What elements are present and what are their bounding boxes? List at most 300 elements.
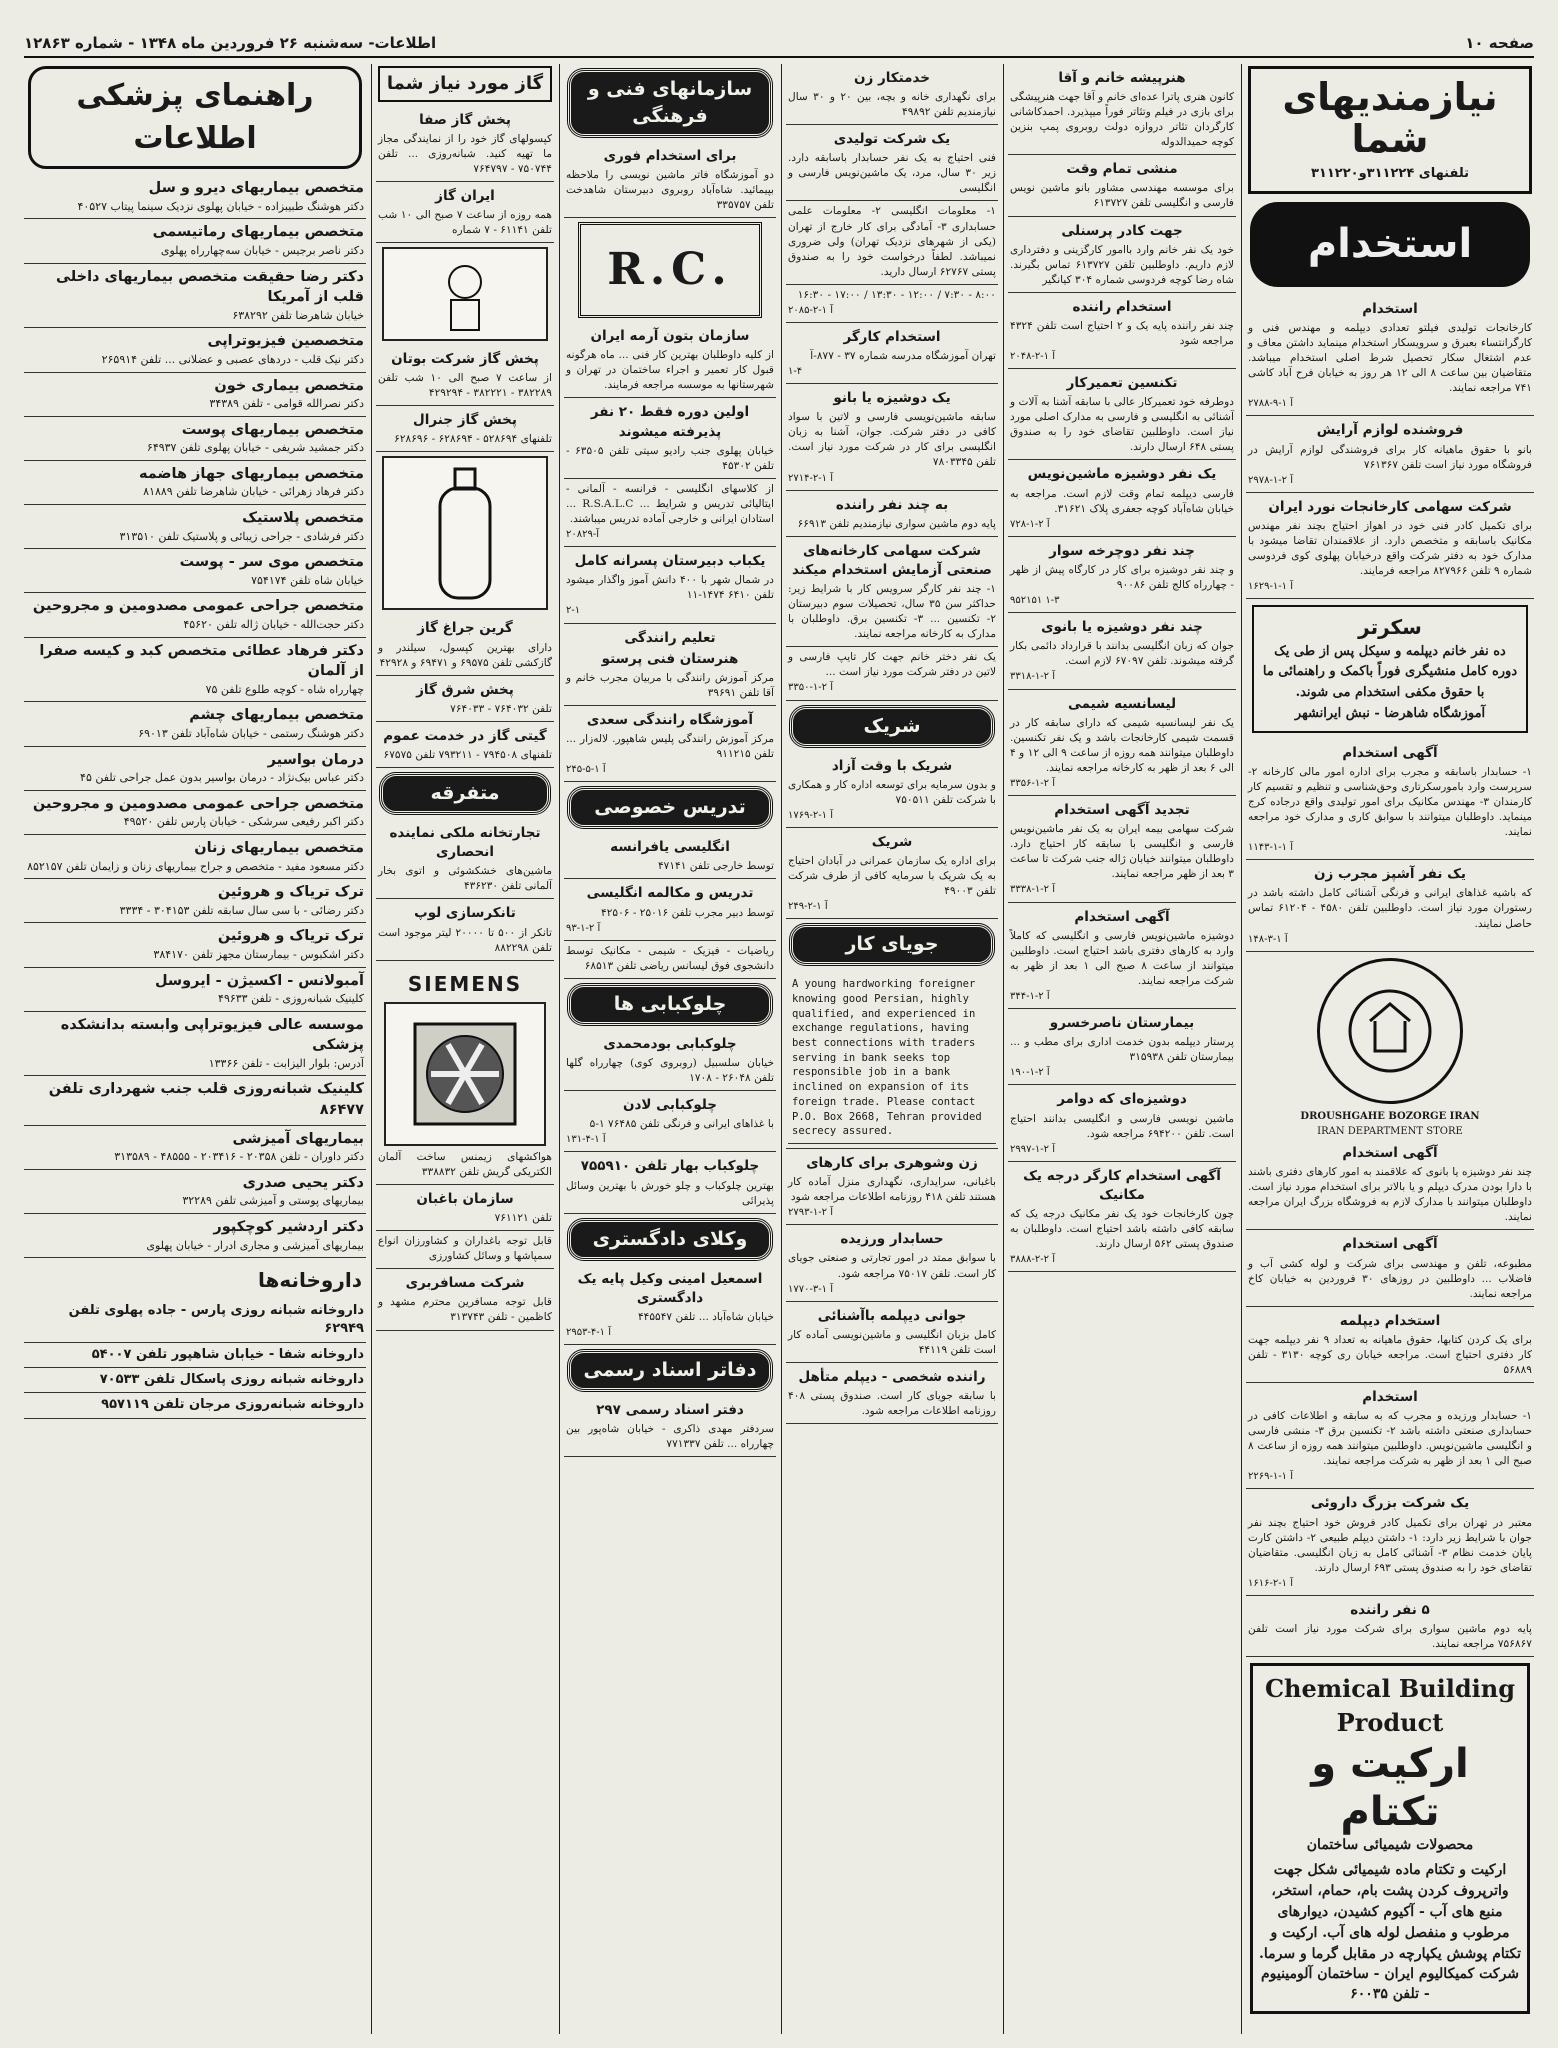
classified-ad bbox=[376, 961, 554, 1185]
medical-entry-body: بیماریهای پوستی و آمیزشی تلفن ۳۲۲۸۹ bbox=[182, 1194, 364, 1208]
ad-body: ۱- حسابدار ورزیده و مجرب که به سابقه و اطلاعات کافی در حسابداری صنعتی داشته باشد ۲- تکنسین برق ۳- منشی فارسی و انگلیسی ماشین‌نویس. داوطلبین میتوانند همه روزه از ساعت ۸ صبح الی ۱ بعد از ظهر به شرکت مراجعه نمایند. bbox=[1248, 1410, 1532, 1468]
ad-body: پایه دوم ماشین سواری نیازمندیم تلفن ۶۶۹۱۳ bbox=[797, 517, 996, 530]
pharmacy-item: داروخانه شبانه روزی پارس - جاده پهلوی تلفن ۶۲۹۴۹ bbox=[24, 1299, 366, 1343]
ad-body: چون کارخانجات خود یک نفر مکانیک درجه یک که سابقه کافی داشته باشد احتیاج است. داوطلبان به صندوق پستی ۵۶۲ ارسال دارند. bbox=[1010, 1208, 1234, 1251]
ad-body: قابل توجه مسافرین محترم مشهد و کاظمین - تلفن ۳۱۳۷۴۳ bbox=[378, 1296, 552, 1324]
medical-entry bbox=[24, 175, 366, 219]
classified-ad bbox=[1246, 1596, 1534, 1657]
column-divider bbox=[371, 64, 372, 2034]
ad-title: خدمتکار زن bbox=[853, 70, 931, 86]
classified-ad bbox=[1246, 860, 1534, 951]
ad-title: پخش گاز صفا bbox=[419, 111, 511, 128]
ad-code: ۳۳۱۸-آ ۲-۱ bbox=[1010, 671, 1055, 683]
ad-code: ۲۰۸۲۹-آ bbox=[566, 528, 600, 540]
ad-body: ماشین‌های خشکشوئی و اتوی بخار آلمانی تلفن ۴۳۶۲۳۰ bbox=[378, 865, 552, 893]
ad-title: شریک با وقت آزاد bbox=[831, 757, 953, 774]
column-classifieds-employment bbox=[1246, 64, 1534, 2034]
secretary-ad-title: سکرتر bbox=[1358, 615, 1422, 640]
medical-entry bbox=[24, 264, 366, 329]
employment-ads-2 bbox=[1008, 64, 1236, 1272]
medical-entry-title: متخصص بیماریهای پوست bbox=[181, 421, 364, 438]
ad-body: پرستار دیپلمه بدون خدمت اداری برای مطب و ... بیمارستان تلفن ۳۱۵۹۳۸ bbox=[1010, 1036, 1234, 1064]
pharmacy-item: داروخانه شبانه‌روزی مرجان تلفن ۹۵۷۱۱۹ bbox=[24, 1393, 366, 1418]
medical-entry-body: چهارراه شاه - کوچه طلوع تلفن ۷۵ bbox=[205, 682, 364, 696]
ad-code: ۳۸۸۸-آ ۲-۲ bbox=[1010, 1254, 1055, 1266]
medical-entry-title: دکتر اردشیر کوچکپور bbox=[213, 1219, 364, 1236]
ad-title: به چند نفر راننده bbox=[835, 496, 949, 513]
ad-code: ۲۷۸۸-آ ۱-۹ bbox=[1248, 398, 1293, 410]
medical-entry-body: دکتر فرهاد زهرائی - خیابان شاهرضا تلفن ۸۱۸۸۹ bbox=[143, 485, 364, 499]
ad-body: توسط دبیر مجرب تلفن ۲۵۰۱۶ - ۴۲۵۰۶ bbox=[601, 906, 774, 919]
ad-title: شریک bbox=[871, 833, 913, 850]
classified-ad bbox=[564, 624, 776, 706]
classified-ad bbox=[786, 201, 998, 284]
column-divider bbox=[1241, 64, 1242, 2034]
medical-entry-body: خیابان شاه تلفن ۷۵۴۱۷۴ bbox=[251, 573, 364, 587]
medical-entry-body: دکتر فرشادی - جراحی زیبائی و پلاستیک تلفن ۳۱۳۵۱۰ bbox=[119, 529, 364, 543]
classified-ad bbox=[376, 182, 554, 243]
ad-title: آگهی استخدام bbox=[1342, 1236, 1438, 1253]
ad-code: ۲۹۷۸-آ ۲-۱ bbox=[1248, 474, 1293, 486]
ad-code: ۳۳۳۸-آ ۲-۱ bbox=[1010, 884, 1055, 896]
classified-ad bbox=[786, 285, 998, 323]
classified-ad bbox=[376, 899, 554, 960]
medical-entry-title: دکتر یحیی صدری bbox=[242, 1174, 364, 1191]
cbp-body: ارکیت و تکتام ماده شیمیائی شکل جهت واترپروف کردن پشت بام، حمام، استخر، منبع های آب - آکیوم کشیدن، دیوارهای مرطوب و منفصل لوله های آب. ارکیت و تکتام پوشش یکپارچه در مقابل گرما و سرما. bbox=[1258, 1862, 1521, 1963]
classified-ad bbox=[1246, 1139, 1534, 1230]
ad-title: یک نفر دوشیزه ماشین‌نویس bbox=[1027, 466, 1217, 483]
ad-body: تلفن ۷۶۱۱۲۱ bbox=[494, 1212, 552, 1225]
section-banner: وکلای دادگستری bbox=[568, 1219, 772, 1260]
ad-body: مطبوعه، تلفن و مهندسی برای شرکت و لوله کشی آب و فاضلاب ... داوطلبین در روزهای ۳۰ فروردین به خیابان کاخ مراجعه نمایند. bbox=[1248, 1257, 1532, 1300]
classified-ad bbox=[786, 752, 998, 828]
medical-entry bbox=[24, 791, 366, 835]
classified-ad bbox=[1008, 293, 1236, 369]
classified-ad bbox=[376, 819, 554, 899]
section-title-box bbox=[1248, 66, 1532, 194]
classified-ad bbox=[564, 1265, 776, 1346]
medical-entry bbox=[24, 1126, 366, 1170]
ad-body: معتبر در تهران برای تکمیل کادر فروش خود احتیاج بچند نفر جوان با شرایط زیر دارد: ۱- داشتن دیپلم طبیعی ۲- داشتن کارت پایان خدمت نظام ۳- آشنائی کامل به زبان انگلیسی. متقاضیان تقاضای خود را به صندوق پستی ۶۹۳ ارسال دارند. bbox=[1248, 1516, 1532, 1574]
ad-code: ۱۹۰-آ ۲-۱ bbox=[1010, 1067, 1050, 1079]
classified-ad bbox=[376, 676, 554, 722]
ad-title: سازمان بتون آرمه ایران bbox=[590, 328, 750, 345]
classified-ad bbox=[1008, 460, 1236, 536]
ad-code: ۲۹۹۷-آ ۲-۱ bbox=[1010, 1143, 1055, 1155]
ad-body: ریاضیات - فیزیک - شیمی - مکانیک توسط دانشجوی فوق لیسانس ریاضی تلفن ۶۸۵۱۳ bbox=[566, 944, 774, 972]
ad-body: با سابقه جویای کار است. صندوق پستی ۴۰۸ روزنامه اطلاعات مراجعه شود. bbox=[788, 1390, 996, 1418]
page-number: صفحه ۱۰ bbox=[1465, 34, 1534, 52]
medical-entry-title: متخصص بیماریهای زنان bbox=[194, 839, 364, 856]
medical-entry-title: ترک تریاک و هروئین bbox=[217, 884, 364, 901]
classified-ad bbox=[786, 1225, 998, 1301]
classified-ad bbox=[376, 1185, 554, 1231]
ad-title: آگهی استخدام bbox=[1342, 744, 1438, 761]
ad-body: از ساعت ۷ صبح الی ۱۰ شب تلفن ۳۸۲۲۸۹ - ۳۸۲۲۲۱ - ۴۲۹۲۹۴ bbox=[378, 372, 552, 400]
medical-entry bbox=[24, 219, 366, 263]
medical-entry-title: متخصص بیماریهای دیرو و سل bbox=[148, 180, 364, 197]
classified-ad bbox=[564, 142, 776, 218]
issue-info: اطلاعات- سه‌شنبه ۲۶ فروردین ماه ۱۳۴۸ - شماره ۱۲۸۶۳ bbox=[24, 34, 437, 52]
classified-ad bbox=[1008, 1009, 1236, 1085]
ad-body: ۱- معلومات انگلیسی ۲- معلومات علمی حسابداری ۳- آمادگی برای کار خارج از تهران (یکی از شهرهای نزدیک تهران) ولی ضروری نمیباشد. لطفاً درخواست خود را به صندوق پستی ۶۲۷۶۷ ارسال دارید. bbox=[788, 205, 996, 278]
classified-ad bbox=[564, 1030, 776, 1091]
ad-body: فنی احتیاج به یک نفر حسابدار باسابقه دارد. زیر ۳۰ سال، مرد، یک ماشین‌نویس فارسی و انگلیسی bbox=[788, 152, 996, 195]
classified-ad bbox=[786, 647, 998, 700]
classified-ad bbox=[1008, 1085, 1236, 1161]
classified-ad bbox=[564, 706, 776, 782]
classified-ad bbox=[1008, 796, 1236, 902]
column-divider bbox=[781, 64, 782, 2034]
ad-body: و چند نفر دوشیزه برای کار در کارگاه پیش از ظهر - چهارراه کالج تلفن ۹۰۰۸۶ bbox=[1010, 564, 1234, 592]
ad-title: استخدام راننده bbox=[1072, 298, 1172, 315]
ad-body: در شمال شهر با ۴۰۰ دانش آموز واگذار میشود تلفن ۶۴۱۰ ۱۴۷۴-۱۱ bbox=[566, 574, 774, 602]
medical-entry-body: دکتر نیک قلب - دردهای عصبی و عضلانی ... تلفن ۲۶۵۹۱۴ bbox=[101, 352, 364, 366]
ad-body: پایه دوم ماشین سواری برای شرکت مورد نیاز است تلفن ۷۵۶۸۶۷ مراجعه نمایند. bbox=[1248, 1622, 1532, 1651]
medical-entry bbox=[24, 1012, 366, 1077]
ad-title: استخدام کارگر bbox=[843, 328, 941, 345]
ad-title: چند نفر دوشیزه یا بانوی bbox=[1041, 619, 1203, 636]
ad-body: کامل بزبان انگلیسی و ماشین‌نویسی آماده کار است تلفن ۴۴۱۱۹ bbox=[788, 1328, 996, 1356]
ad-title: استخدام bbox=[1362, 300, 1418, 317]
medical-entries bbox=[24, 175, 366, 1258]
ad-body: تلفنهای ۵۲۸۶۹۴ - ۶۲۸۶۹۴ - ۶۲۸۶۹۶ bbox=[394, 433, 552, 446]
classified-ad bbox=[376, 722, 554, 768]
ad-body: دوطرفه خود تعمیرکار عالی با سابقه آشنا به آلات و آشنائی به انگلیسی و فارسی به مدارک اصلی مورد نیاز است. داوطلبین تقاضای خود را به صندوق پستی ۶۴۸ ارسال دارند. bbox=[1010, 396, 1234, 454]
ad-code: ۲۷۱۴-آ ۱-۲ bbox=[788, 472, 833, 484]
ad-title: بیمارستان ناصرخسرو bbox=[1049, 1015, 1195, 1032]
classified-ad bbox=[1246, 1230, 1534, 1306]
ad-title: آگهی استخدام bbox=[1074, 908, 1170, 925]
classified-ad bbox=[786, 64, 998, 125]
medical-entry bbox=[24, 747, 366, 791]
ad-title: اسمعیل امینی وکیل پایه یک دادگستری bbox=[577, 1270, 763, 1306]
medical-entry-body: بیماریهای آمیزشی و مجاری ادرار - خیابان پهلوی bbox=[146, 1238, 364, 1252]
classified-ad bbox=[1246, 739, 1534, 861]
ad-body: دارای بهترین کپسول، سیلندر و گازکشی تلفن ۶۹۵۷۵ و ۶۹۴۷۱ و ۴۲۹۲۸ bbox=[378, 641, 552, 669]
ad-code: ۱۴۸-آ ۱-۳ bbox=[1248, 933, 1288, 945]
ad-title: جهت کادر پرسنلی bbox=[1061, 222, 1183, 239]
ad-body: چند نفر دوشیزه یا بانوی که علاقمند به امور کارهای دفتری باشند با دارا بودن مدرک دیپلم و یا بالاتر برای استخدام مورد نیاز است. داوطلبان میتوانند با مدارک لازم به فروشگاه بزرگ ایران مراجعه نمایند. bbox=[1248, 1166, 1532, 1224]
ad-code: ۲۴۵-آ ۱-۵ bbox=[566, 764, 606, 776]
pharmacies-list bbox=[24, 1299, 366, 1419]
ad-body: قابل توجه باغداران و کشاورزان انواع سمپاشها و وسائل کشاورزی bbox=[378, 1235, 552, 1263]
ad-body: ماشین نویسی فارسی و انگلیسی بدانند احتیاج است. تلفن ۶۹۴۲۰۰ مراجعه شود. bbox=[1010, 1112, 1234, 1140]
ad-body: تانکر از ۵۰۰ تا ۲۰۰۰۰ لیتر موجود است تلفن ۸۸۲۲۹۸ bbox=[378, 926, 552, 954]
section-title: نیازمندیهای شما bbox=[1282, 75, 1498, 161]
rc-logo-icon: R.C. bbox=[578, 222, 762, 318]
classified-ad bbox=[1008, 64, 1236, 155]
medical-entry bbox=[24, 1076, 366, 1125]
ad-body: دو آموزشگاه فاتر ماشین نویسی را ملاحظه بپیمائید. شاه‌آباد روبروی دبیرستان شاهدخت تلفن ۳۳۵۷۵۷ bbox=[566, 169, 774, 212]
column-divider bbox=[1003, 64, 1004, 2034]
medical-guide-header: راهنمای پزشکی اطلاعات bbox=[28, 66, 362, 169]
cbp-persian-title: ارکیت و تکتام bbox=[1311, 1741, 1469, 1836]
section-banner: جویای کار bbox=[790, 924, 994, 965]
medical-entry-title: متخصص پلاستیک bbox=[242, 510, 364, 527]
classified-ad bbox=[564, 479, 776, 547]
ad-title: تدریس و مکالمه انگلیسی bbox=[586, 885, 754, 902]
ad-body: خود یک نفر خانم وارد باامور کارگزینی و دفترداری لازم داریم. داوطلبین تلفن ۶۱۳۷۲۷ تماس بگیرند. شاه رضا کوچه فردوسی شماره ۳۰۴ کیانگیر bbox=[1010, 243, 1235, 286]
medical-entry bbox=[24, 923, 366, 967]
medical-entry-body: دکتر عباس بیک‌نژاد - درمان بواسیر بدون عمل جراحی تلفن ۴۵ bbox=[80, 771, 364, 785]
classified-ad bbox=[564, 1091, 776, 1152]
ad-body: برای نگهداری خانه و بچه، بین ۲۰ و ۳۰ سال نیازمندیم تلفن ۴۹۸۹۲ bbox=[788, 91, 996, 119]
ad-body: که باشیه غذاهای ایرانی و فرنگی آشنائی کامل داشته باشد در رستوران مورد نیاز است. داوطلبین تلفن ۴۵۸۰ - ۶۱۲۰۴ تماس حاصل نمایند. bbox=[1248, 887, 1532, 930]
medical-entry bbox=[24, 968, 366, 1012]
ad-body: مرکز آموزش رانندگی پلیس شاهپور. لاله‌زار ... تلفن ۹۱۱۲۱۵ bbox=[566, 733, 774, 761]
medical-entry-title: متخصص بیماری خون bbox=[214, 377, 364, 394]
classified-ad bbox=[376, 1231, 554, 1269]
medical-entry-body: دکتر اکبر رفیعی سرشکی - خیابان پارس تلفن ۴۹۵۲۰ bbox=[123, 815, 364, 829]
ad-code: ۳۳۵۰-آ ۲-۱ bbox=[788, 682, 833, 694]
ad-body: ۱- چند نفر کارگر سرویس کار با شرایط زیر: حداکثر سن ۳۵ سال، تحصیلات سوم دبیرستان ۲- تکنسین ... ۳- تکنسین برق. داوطلبان با مدارک به کارخانه مراجعه نمایند. bbox=[788, 583, 997, 641]
medical-entry-body: خیابان شاهرضا تلفن ۶۳۸۲۹۲ bbox=[232, 308, 364, 322]
medical-entry-title: بیماریهای آمیزشی bbox=[232, 1130, 364, 1147]
ad-body: بانو با حقوق ماهیانه کار برای فروشندگی لوازم آرایش در فروشگاه مورد نیاز است تلفن ۷۶۱۳۶۷ bbox=[1248, 443, 1532, 471]
ad-title: یکباب دبیرستان پسرانه کامل bbox=[574, 553, 766, 570]
section-banner: متفرقه bbox=[380, 773, 550, 814]
classified-ad bbox=[1246, 416, 1534, 492]
medical-entry bbox=[24, 702, 366, 746]
ad-body: جوان که زبان انگلیسی بدانند با قرارداد دائمی بکار گرفته میشوند. تلفن ۶۷۰۹۷ لازم است. bbox=[1010, 640, 1234, 668]
ad-body: برای موسسه مهندسی مشاور بانو ماشین نویس فارسی و انگلیسی تلفن ۶۱۳۷۲۷ bbox=[1010, 182, 1234, 210]
classified-ad bbox=[786, 384, 998, 490]
ad-title: استخدام دیپلمه bbox=[1339, 1312, 1441, 1329]
classified-ad bbox=[786, 323, 998, 384]
column-divider bbox=[559, 64, 560, 2034]
medical-entry-body: دکتر ناصر برجیس - خیابان سه‌چهارراه پهلوی bbox=[160, 243, 364, 257]
ad-body: مرکز آموزش رانندگی با مربیان مجرب خانم و آقا تلفن ۳۹۶۹۱ bbox=[566, 671, 774, 699]
classified-ad bbox=[564, 398, 776, 478]
ad-title: تانکرسازی لوپ bbox=[414, 905, 516, 922]
cylinder-icon bbox=[425, 463, 505, 603]
ad-title: انگلیسی یافرانسه bbox=[610, 839, 730, 856]
medical-entry-body: دکتر حجت‌الله - خیابان ژاله تلفن ۴۵۶۲۰ bbox=[183, 618, 364, 632]
ad-code: ۹۳-آ ۲-۱ bbox=[566, 922, 601, 934]
classified-ad bbox=[786, 1363, 998, 1424]
column-employment-3 bbox=[786, 64, 998, 2034]
fan-illustration-icon bbox=[384, 1002, 546, 1146]
ad-title: ۵ نفر راننده bbox=[1350, 1601, 1430, 1618]
classified-ad bbox=[786, 970, 998, 1149]
ad-title: SIEMENS bbox=[407, 971, 523, 996]
ad-body: شرکت سهامی بیمه ایران به یک نفر ماشین‌نویس فارسی و انگلیسی با سابقه کار احتیاج دارد. داوطلبان میتوانند خیابان ژاله جنب شرکت تا ساعت ۳ بعد از ظهر مراجعه نمایند. bbox=[1010, 823, 1234, 881]
medical-entry bbox=[24, 417, 366, 461]
ad-code: ۲۴۹-آ ۱-۲ bbox=[788, 901, 828, 913]
ad-body: با سوابق ممتد در امور تجارتی و صنعتی جویای کار است. تلفن ۷۵۰۱۷ مراجعه شود. bbox=[788, 1252, 996, 1280]
ad-code: ۹۵۲۱۵۱ ۱-۳ bbox=[1010, 595, 1060, 607]
ad-body: خیابان سلسبیل (روبروی کوی) چهارراه گلها تلفن ۲۶۰۴۸ - ۱۷۰۸ bbox=[566, 1057, 774, 1085]
classified-ad bbox=[1246, 1383, 1534, 1489]
ad-title: پخش گاز جنرال bbox=[413, 412, 517, 429]
medical-entry bbox=[24, 593, 366, 637]
medical-entry-title: متخصص بیماریهای رماتیسمی bbox=[152, 224, 364, 241]
medical-entry-title: آمبولانس - اکسیژن - ایروسل bbox=[154, 972, 364, 989]
medical-entry-title: کلینیک شبانه‌روزی قلب جنب شهرداری تلفن ۸۶۴۷۷ bbox=[48, 1081, 364, 1119]
ad-body: خیابان پهلوی جنب رادیو سیتی تلفن ۶۳۵۰۵ - تلفن ۴۵۳۰۲ bbox=[566, 444, 775, 472]
classified-ad bbox=[1008, 369, 1236, 460]
classified-ad bbox=[1008, 1162, 1236, 1273]
ad-title: حسابدار ورزیده bbox=[840, 1231, 944, 1248]
classified-ad bbox=[376, 106, 554, 182]
ad-title: هنرپیشه خانم و آقا bbox=[1058, 70, 1186, 86]
medical-entry bbox=[24, 835, 366, 879]
medical-entry-title: متخصص بیماریهای چشم bbox=[189, 707, 364, 724]
masthead bbox=[24, 30, 1534, 58]
ad-body: بهترین چلوکباب و چلو خورش با بهترین وسائل پذیرائی bbox=[566, 1179, 774, 1207]
classified-ad bbox=[1246, 1489, 1534, 1595]
ad-title: استخدام bbox=[1362, 1388, 1418, 1405]
ad-code: ۳۳۵۶-آ ۲-۱ bbox=[1010, 777, 1055, 789]
ad-title: فروشنده لوازم آرایش bbox=[1316, 422, 1464, 439]
section-banner: چلوکبابی ها bbox=[568, 984, 772, 1025]
medical-entry bbox=[24, 461, 366, 505]
ad-code: ۱-۴ bbox=[788, 366, 803, 378]
medical-entry bbox=[24, 1170, 366, 1214]
medical-entry-title: متخصص بیماریهای جهاز هاضمه bbox=[138, 465, 364, 482]
medical-entry-body: کلینیک شبانه‌روزی - تلفن ۴۹۶۳۳ bbox=[218, 992, 364, 1006]
ad-title: ایران گاز bbox=[435, 187, 495, 204]
ad-title: چلوکبابی بودمحمدی bbox=[603, 1035, 737, 1052]
medical-entry-title: متخصص جراحی عمومی مصدومین و مجروحین bbox=[32, 795, 364, 812]
medical-entry-title: متخصصین فیزیوتراپی bbox=[207, 333, 364, 350]
ad-body: ۸:۰۰ - ۷:۳۰ / ۱۲:۰۰ - ۱۳:۳۰ / ۱۷:۰۰ - ۱۶:۳۰ bbox=[797, 288, 996, 301]
ad-title: شرکت سهامی کارخانجات نورد ایران bbox=[1268, 498, 1512, 515]
ad-body: هواکشهای زیمنس ساخت آلمان الکتریکی گریش تلفن ۳۳۸۸۳۲ bbox=[378, 1150, 552, 1178]
medical-entry-body: دکتر اشکبوس - بیمارستان مجهز تلفن ۳۸۴۱۷۰ bbox=[153, 947, 364, 961]
classified-ad bbox=[564, 1396, 776, 1457]
medical-entry-title: ترک تریاک و هروئین bbox=[217, 928, 364, 945]
ad-body: یک نفر دختر خانم جهت کار تایپ فارسی و لاتین در دفتر شرکت مورد نیاز است ... bbox=[788, 651, 996, 679]
ad-title: پخش گاز شرکت بوتان bbox=[391, 351, 539, 368]
ad-title: منشی تمام وقت bbox=[1066, 161, 1178, 178]
store-name: DROUSHGAHE BOZORGE IRAN bbox=[1300, 1110, 1480, 1122]
cbp-english-title: Chemical Building Product bbox=[1264, 1674, 1516, 1738]
gas-banner: گاز مورد نیاز شما bbox=[378, 66, 552, 102]
medical-entry-title: دکتر فرهاد عطائی متخصص کبد و کیسه صفرا از آلمان bbox=[39, 642, 364, 680]
classified-ad bbox=[786, 1302, 998, 1363]
classified-ad bbox=[786, 1149, 998, 1225]
medical-entry-title: درمان بواسیر bbox=[267, 751, 364, 768]
gas-mascot-icon bbox=[382, 247, 548, 341]
medical-entry bbox=[24, 373, 366, 417]
ad-title: جوانی دیپلمه باآشنائی bbox=[817, 1307, 967, 1324]
ad-body: تهران آموزشگاه مدرسه شماره ۳۷ - ۸۷۷-آ bbox=[810, 350, 996, 362]
classified-ad bbox=[786, 828, 998, 919]
classified-ad bbox=[564, 1152, 776, 1213]
ad-body: سابقه ماشین‌نویسی فارسی و لاتین با سواد کافی در دفتر شرکت. جوان، آشنا به زبان انگلیسی برای کار در شرکت مورد نیاز است. تلفن ۷۸۰۳۳۴۵ bbox=[788, 411, 996, 469]
ad-title: یک دوشیزه یا بانو bbox=[833, 390, 951, 407]
ad-body: خیابان شاه‌آباد ... تلفن ۴۴۵۵۴۷ bbox=[637, 1310, 774, 1323]
section-banner: شریک bbox=[790, 706, 994, 747]
classified-ad bbox=[564, 547, 776, 623]
ad-code: ۱۱۴۳-آ ۱-۱ bbox=[1248, 842, 1293, 854]
classified-ad bbox=[564, 833, 776, 879]
ad-code: ۱۷۶۹-آ ۱-۲ bbox=[788, 809, 833, 821]
ad-body: کارخانجات تولیدی فیلتو تعدادی دیپلمه و مهندس فنی و کارگرانتساء بعبرق و سرویسکار استخدام مینماید داشتن معاف و عدم اشتغال سکار تحصیل شرط اصلی استخدام میباشد. متقاضیان بین ساعت ۸ الی ۱۲ هر روز به خیابان فرح آباد کاشی ۷۴۱ مراجعه نمایند. bbox=[1248, 322, 1532, 395]
ad-body: A young hardworking foreigner knowing good Persian, highly qualified, and experienced in exchange regulations, having best connections with traders serving in bank seeks top responsible job in a bank inclined on expansion of its foreign trade. Please contact P.O. Box 2668, Tehran provided secrecy assured. bbox=[788, 973, 996, 1144]
ad-code: ۲۹۵۳-آ ۱-۴ bbox=[566, 1326, 611, 1338]
medical-entry-body: دکتر نصرالله قوامی - تلفن ۳۴۳۸۹ bbox=[209, 397, 364, 411]
ad-code: ۷۲۸-آ ۲-۱ bbox=[1010, 518, 1050, 530]
medical-entry-body: دکتر هوشنگ رستمی - خیابان شاه‌آباد تلفن ۶۹۰۱۳ bbox=[138, 726, 364, 740]
ad-title: دوشیزه‌ای که دوامر bbox=[1057, 1091, 1187, 1108]
classified-ad bbox=[1008, 903, 1236, 1009]
ad-title: پخش شرق گاز bbox=[416, 681, 514, 698]
ad-body: یک نفر لیسانسیه شیمی که دارای سابقه کار در قسمت شیمی کارخانجات باشد و یک نفر تکنسین. داوطلبان میتوانند همه روزه از ساعت ۹ الی ۱۲ و ۴ الی ۶ بعد از ظهر به کارخانه مراجعه نمایند. bbox=[1010, 716, 1234, 774]
ad-title: تجارتخانه ملکی نماینده انحصاری bbox=[389, 824, 541, 861]
medical-entry bbox=[24, 1214, 366, 1258]
column-medical-guide bbox=[24, 64, 366, 2034]
employment-ads-3 bbox=[786, 64, 998, 1424]
store-subtitle: IRAN DEPARTMENT STORE bbox=[1317, 1125, 1463, 1137]
ad-body: تلفن ۷۶۴۰۳۲ - ۷۶۴۰۳۳ bbox=[450, 702, 552, 715]
classified-ad bbox=[564, 322, 776, 398]
ad-code: ۲۰۸۵-آ ۱-۲ bbox=[788, 304, 833, 316]
ad-body: کپسولهای گاز خود را از نمایندگی مجاز ما تهیه کنید. شبانه‌روزی ... تلفن ۷۵۰۷۴۴ - ۷۶۴۷۹۷ bbox=[378, 132, 552, 175]
ad-title: یک نفر آشپز مجرب زن bbox=[1313, 866, 1467, 883]
medical-entry-body: آدرس: بلوار الیزابت - تلفن ۱۳۳۶۶ bbox=[208, 1056, 364, 1070]
ad-title: چند نفر دوچرخه سوار bbox=[1049, 542, 1195, 559]
ad-title: چلوکبابی لادن bbox=[622, 1097, 718, 1114]
ad-code: ۱۶۲۹-آ ۱-۱ bbox=[1248, 581, 1293, 593]
medical-entry bbox=[24, 505, 366, 549]
ad-title: برای استخدام فوری bbox=[603, 147, 737, 164]
ad-body: با غذاهای ایرانی و فرنگی تلفن ۷۶۴۸۵ ۱-۵ bbox=[589, 1118, 774, 1131]
ad-body: برای یک کردن کتابها، حقوق ماهیانه به تعداد ۹ نفر دیپلمه جهت کار دفتری احتیاج است. مراجعه خیابان ری کوچه ۳۱۳۰ - تلفن ۵۶۸۸۹ bbox=[1248, 1333, 1533, 1376]
store-emblem-icon bbox=[1325, 966, 1455, 1096]
classified-ad bbox=[1008, 155, 1236, 216]
section-banner: تدریس خصوصی bbox=[568, 787, 772, 828]
ad-body: از کلاسهای انگلیسی - فرانسه - آلمانی - ایتالیائی تدریس و شرایط ... R.S.A.L.C ... استادان ایرانی و خارجی آماده تدریس میباشند. bbox=[566, 482, 774, 525]
ad-code: ۱۳۱-آ ۱-۴ bbox=[566, 1134, 606, 1146]
ad-title: دفتر اسناد رسمی ۲۹۷ bbox=[596, 1402, 744, 1419]
ad-title: یک شرکت تولیدی bbox=[833, 131, 951, 148]
section-phones: تلفنهای ۳۱۱۲۲۴و۳۱۱۲۲۰ bbox=[1310, 165, 1470, 181]
ad-title: شرکت سهامی کارخانه‌های صنعتی آزمایش استخدام میکند bbox=[792, 542, 992, 579]
chemical-building-product-ad bbox=[1250, 1663, 1530, 2014]
columns bbox=[24, 64, 1534, 2034]
section-banner: دفاتر اسناد رسمی bbox=[568, 1350, 772, 1391]
classified-ad bbox=[786, 537, 998, 647]
ad-title: گرین جراغ گاز bbox=[417, 620, 513, 637]
secretary-ad-body: ده نفر خانم دیپلمه و سیکل پس از طی یک دوره کامل منشیگری فوراً باکمک و راهنمائی ما با حقوق مکفی استخدام می شوند. bbox=[1262, 643, 1518, 701]
ad-code: ۳۴۴-آ ۲-۱ bbox=[1010, 990, 1050, 1002]
medical-entry-title: متخصص جراحی عمومی مصدومین و مجروحین bbox=[32, 598, 364, 615]
gas-cylinder-icon bbox=[382, 456, 548, 610]
tech-cultural-ads bbox=[564, 142, 776, 1457]
medical-entry-title: موسسه عالی فیزیوتراپی وابسته بدانشکده پزشکی bbox=[60, 1016, 364, 1054]
ad-body: از کلیه داوطلبان بهترین کار فنی ... ماه هرگونه قبول کار تعمیر و اجراء ساختمان در تهران و شهرستانها به موسسه مراجعه فرمایند. bbox=[566, 349, 774, 392]
employment-banner: استخدام bbox=[1250, 202, 1530, 287]
pharmacy-item: داروخانه شبانه روزی پاسکال تلفن ۷۰۵۳۳ bbox=[24, 1368, 366, 1393]
classified-ad bbox=[376, 406, 554, 452]
ad-body: تلفنهای ۷۹۴۵۰۸ - ۷۹۳۲۱۱ تلفن ۶۷۵۷۵ bbox=[383, 748, 552, 761]
medical-entry-title: دکتر رضا حقیقت متخصص بیماریهای داخلی قلب از آمریکا bbox=[56, 268, 364, 306]
ad-title: شرکت مسافربری bbox=[405, 1275, 525, 1292]
ad-body: چند نفر راننده پایه یک و ۲ احتیاج است تلفن ۴۳۲۴ مراجعه شود bbox=[1010, 319, 1234, 347]
ad-title: سازمان باغبان bbox=[416, 1191, 514, 1208]
classified-ad bbox=[1246, 493, 1534, 599]
ad-title: تعلیم رانندگی bbox=[624, 629, 716, 646]
cbp-footer: شرکت کمیکالیوم ایران - ساختمان آلومینیوم - تلفن ۶۰۰۳۵ bbox=[1260, 1966, 1520, 2002]
ad-code: ۲۷۹۳-آ ۲-۱ bbox=[788, 1207, 833, 1219]
ad-body: و بدون سرمایه برای توسعه اداره کار و همکاری با شرکت تلفن ۷۵۰۵۱۱ bbox=[788, 778, 996, 806]
classified-ad bbox=[1008, 537, 1236, 613]
classified-ad bbox=[1246, 1307, 1534, 1383]
ad-subtitle: هنرستان فنی پرستو bbox=[601, 650, 739, 667]
